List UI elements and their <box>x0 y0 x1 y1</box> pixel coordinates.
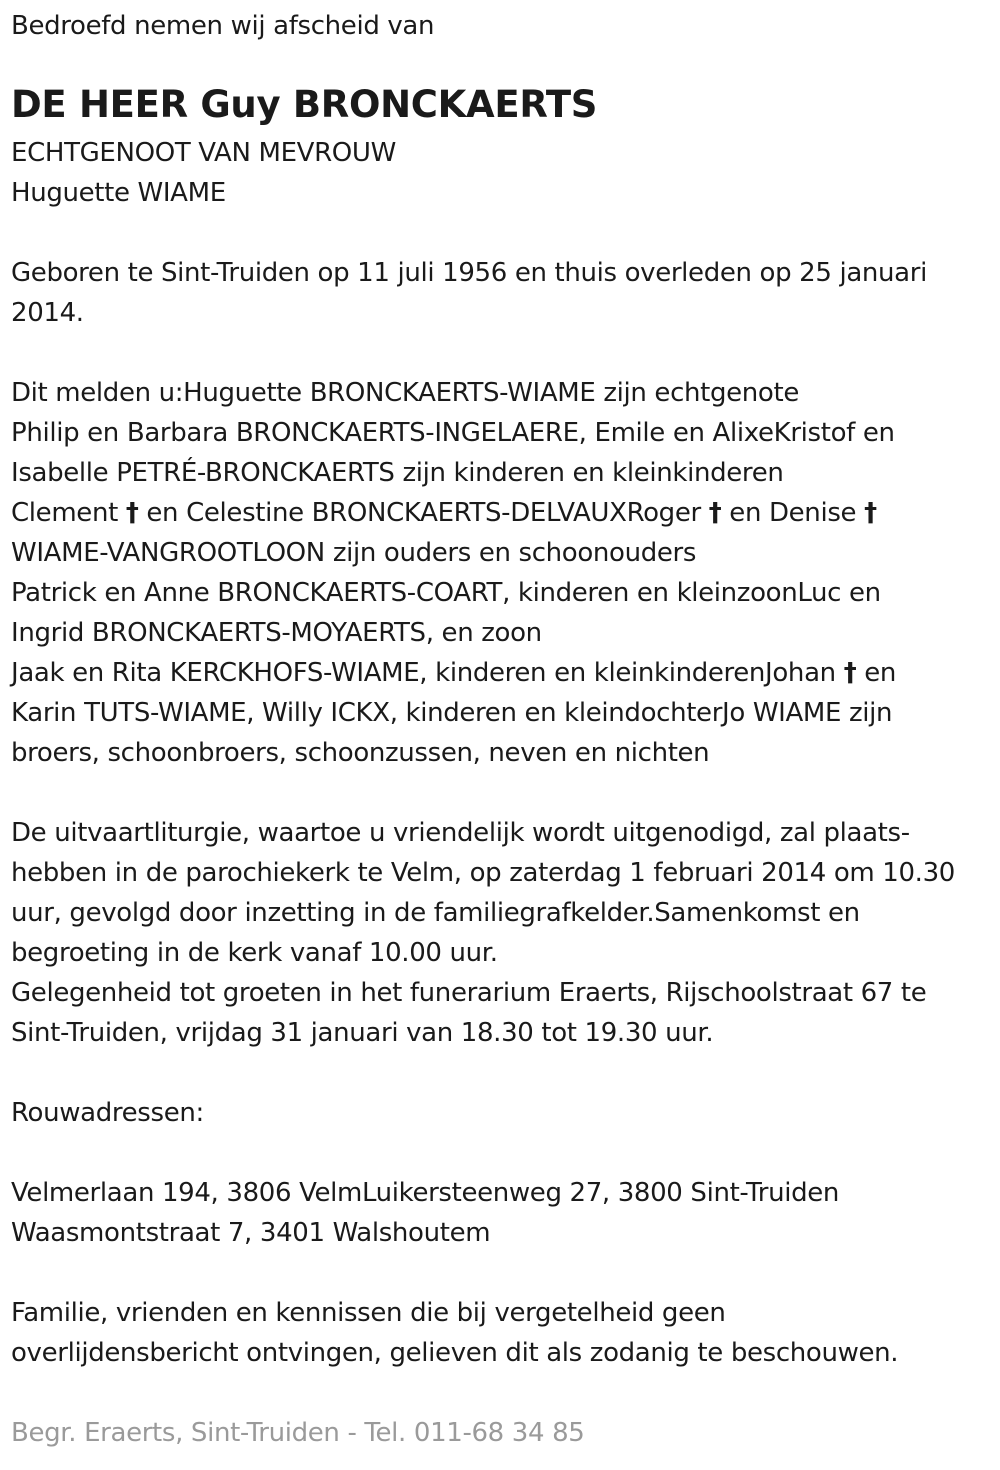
ceremony-line: Sint-Truiden, vrijdag 31 januari van 18.30 tot 19.30 uur. <box>11 1018 714 1048</box>
spouse-block <box>11 133 396 213</box>
family-text: Clement <box>11 498 126 528</box>
family-line: WIAME-VANGROOTLOON zijn ouders en schoonouders <box>11 538 697 568</box>
family-text: en <box>856 658 897 688</box>
birth-death-block <box>11 253 927 333</box>
family-line: Patrick en Anne BRONCKAERTS-COART, kinderen en kleinzoonLuc en <box>11 578 881 608</box>
addresses-block <box>11 1173 839 1253</box>
family-line: Philip en Barbara BRONCKAERTS-INGELAERE, Emile en AlixeKristof en <box>11 418 895 448</box>
spouse-name: Huguette WIAME <box>11 178 226 208</box>
cross-icon: † <box>125 498 139 528</box>
spouse-label: ECHTGENOOT VAN MEVROUW <box>11 138 396 168</box>
closing-line: overlijdensbericht ontvingen, gelieven dit als zodanig te beschouwen. <box>11 1338 899 1368</box>
closing-line: Familie, vrienden en kennissen die bij vergetelheid geen <box>11 1298 726 1328</box>
family-line <box>11 493 896 533</box>
family-line: Ingrid BRONCKAERTS-MOYAERTS, en zoon <box>11 618 542 648</box>
family-text: en Celestine BRONCKAERTS-DELVAUXRoger <box>138 498 709 528</box>
family-line: Isabelle PETRÉ-BRONCKAERTS zijn kinderen en kleinkinderen <box>11 458 784 488</box>
ceremony-line: uur, gevolgd door inzetting in de familiegrafkelder.Samenkomst en <box>11 898 860 928</box>
cross-icon: † <box>843 658 857 688</box>
address-line: Velmerlaan 194, 3806 VelmLuikersteenweg 27, 3800 Sint-Truiden <box>11 1178 840 1208</box>
addresses-heading: Rouwadressen: <box>11 1098 204 1128</box>
ceremony-line: begroeting in de kerk vanaf 10.00 uur. <box>11 938 498 968</box>
cross-icon: † <box>708 498 722 528</box>
family-line: broers, schoonbroers, schoonzussen, neven en nichten <box>11 738 710 768</box>
family-text: en Denise <box>721 498 865 528</box>
birth-death-line: 2014. <box>11 298 84 328</box>
ceremony-block <box>11 813 955 1053</box>
ceremony-line: Gelegenheid tot groeten in het funerarium Eraerts, Rijschoolstraat 67 te <box>11 978 927 1008</box>
intro-text: Bedroefd nemen wij afscheid van <box>11 11 435 41</box>
undertaker-footer: Begr. Eraerts, Sint-Truiden - Tel. 011-68 34 85 <box>11 1418 585 1448</box>
family-line: Dit melden u:Huguette BRONCKAERTS-WIAME zijn echtgenote <box>11 378 799 408</box>
family-text: Jaak en Rita KERCKHOFS-WIAME, kinderen en kleinkinderenJohan <box>11 658 844 688</box>
ceremony-line: De uitvaartliturgie, waartoe u vriendelijk wordt uitgenodigd, zal plaats- <box>11 818 910 848</box>
address-line: Waasmontstraat 7, 3401 Walshoutem <box>11 1218 491 1248</box>
deceased-name: DE HEER Guy BRONCKAERTS <box>11 83 598 126</box>
cross-icon: † <box>864 498 877 528</box>
ceremony-line: hebben in de parochiekerk te Velm, op zaterdag 1 februari 2014 om 10.30 <box>11 858 955 888</box>
birth-death-line: Geboren te Sint-Truiden op 11 juli 1956 en thuis overleden op 25 januari <box>11 258 927 288</box>
closing-block <box>11 1293 898 1373</box>
family-line: Karin TUTS-WIAME, Willy ICKX, kinderen en kleindochterJo WIAME zijn <box>11 698 893 728</box>
family-block <box>11 373 896 773</box>
family-line <box>11 653 896 693</box>
